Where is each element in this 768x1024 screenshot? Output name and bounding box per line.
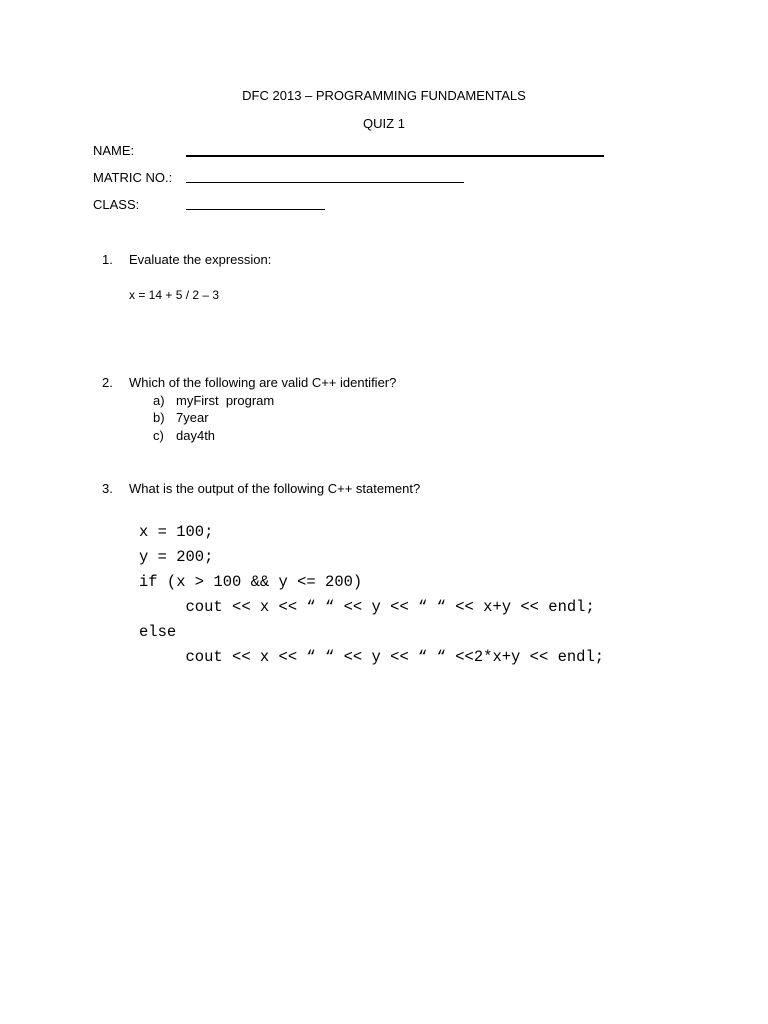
code-line: else [139,623,177,641]
option-text: day4th [176,428,216,443]
expression: x = 14 + 5 / 2 – 3 [129,288,220,302]
option-text: myFirst program [176,393,275,408]
code-line: y = 200; [139,548,214,566]
code-line: x = 100; [139,523,214,541]
name-label: NAME: [93,143,135,158]
question-number: 1. [102,252,113,267]
question-number: 2. [102,375,113,390]
question-text: Evaluate the expression: [129,252,272,267]
matric-underline [186,182,464,183]
matric-label: MATRIC NO.: [93,170,173,185]
class-underline [186,209,325,210]
option-letter: a) [153,393,165,408]
question-text: Which of the following are valid C++ identifier? [129,375,397,390]
quiz-title: QUIZ 1 [363,116,405,131]
question-number: 3. [102,481,113,496]
code-line: if (x > 100 && y <= 200) [139,573,363,591]
class-label: CLASS: [93,197,140,212]
question-text: What is the output of the following C++ statement? [129,481,421,496]
code-line: cout << x << “ “ << y << “ “ << x+y << endl; [139,598,595,616]
code-line: cout << x << “ “ << y << “ “ <<2*x+y << endl; [139,648,605,666]
option-letter: b) [153,410,165,425]
name-underline [186,155,604,157]
option-letter: c) [153,428,164,443]
option-text: 7year [176,410,209,425]
course-title: DFC 2013 – PROGRAMMING FUNDAMENTALS [242,88,526,103]
